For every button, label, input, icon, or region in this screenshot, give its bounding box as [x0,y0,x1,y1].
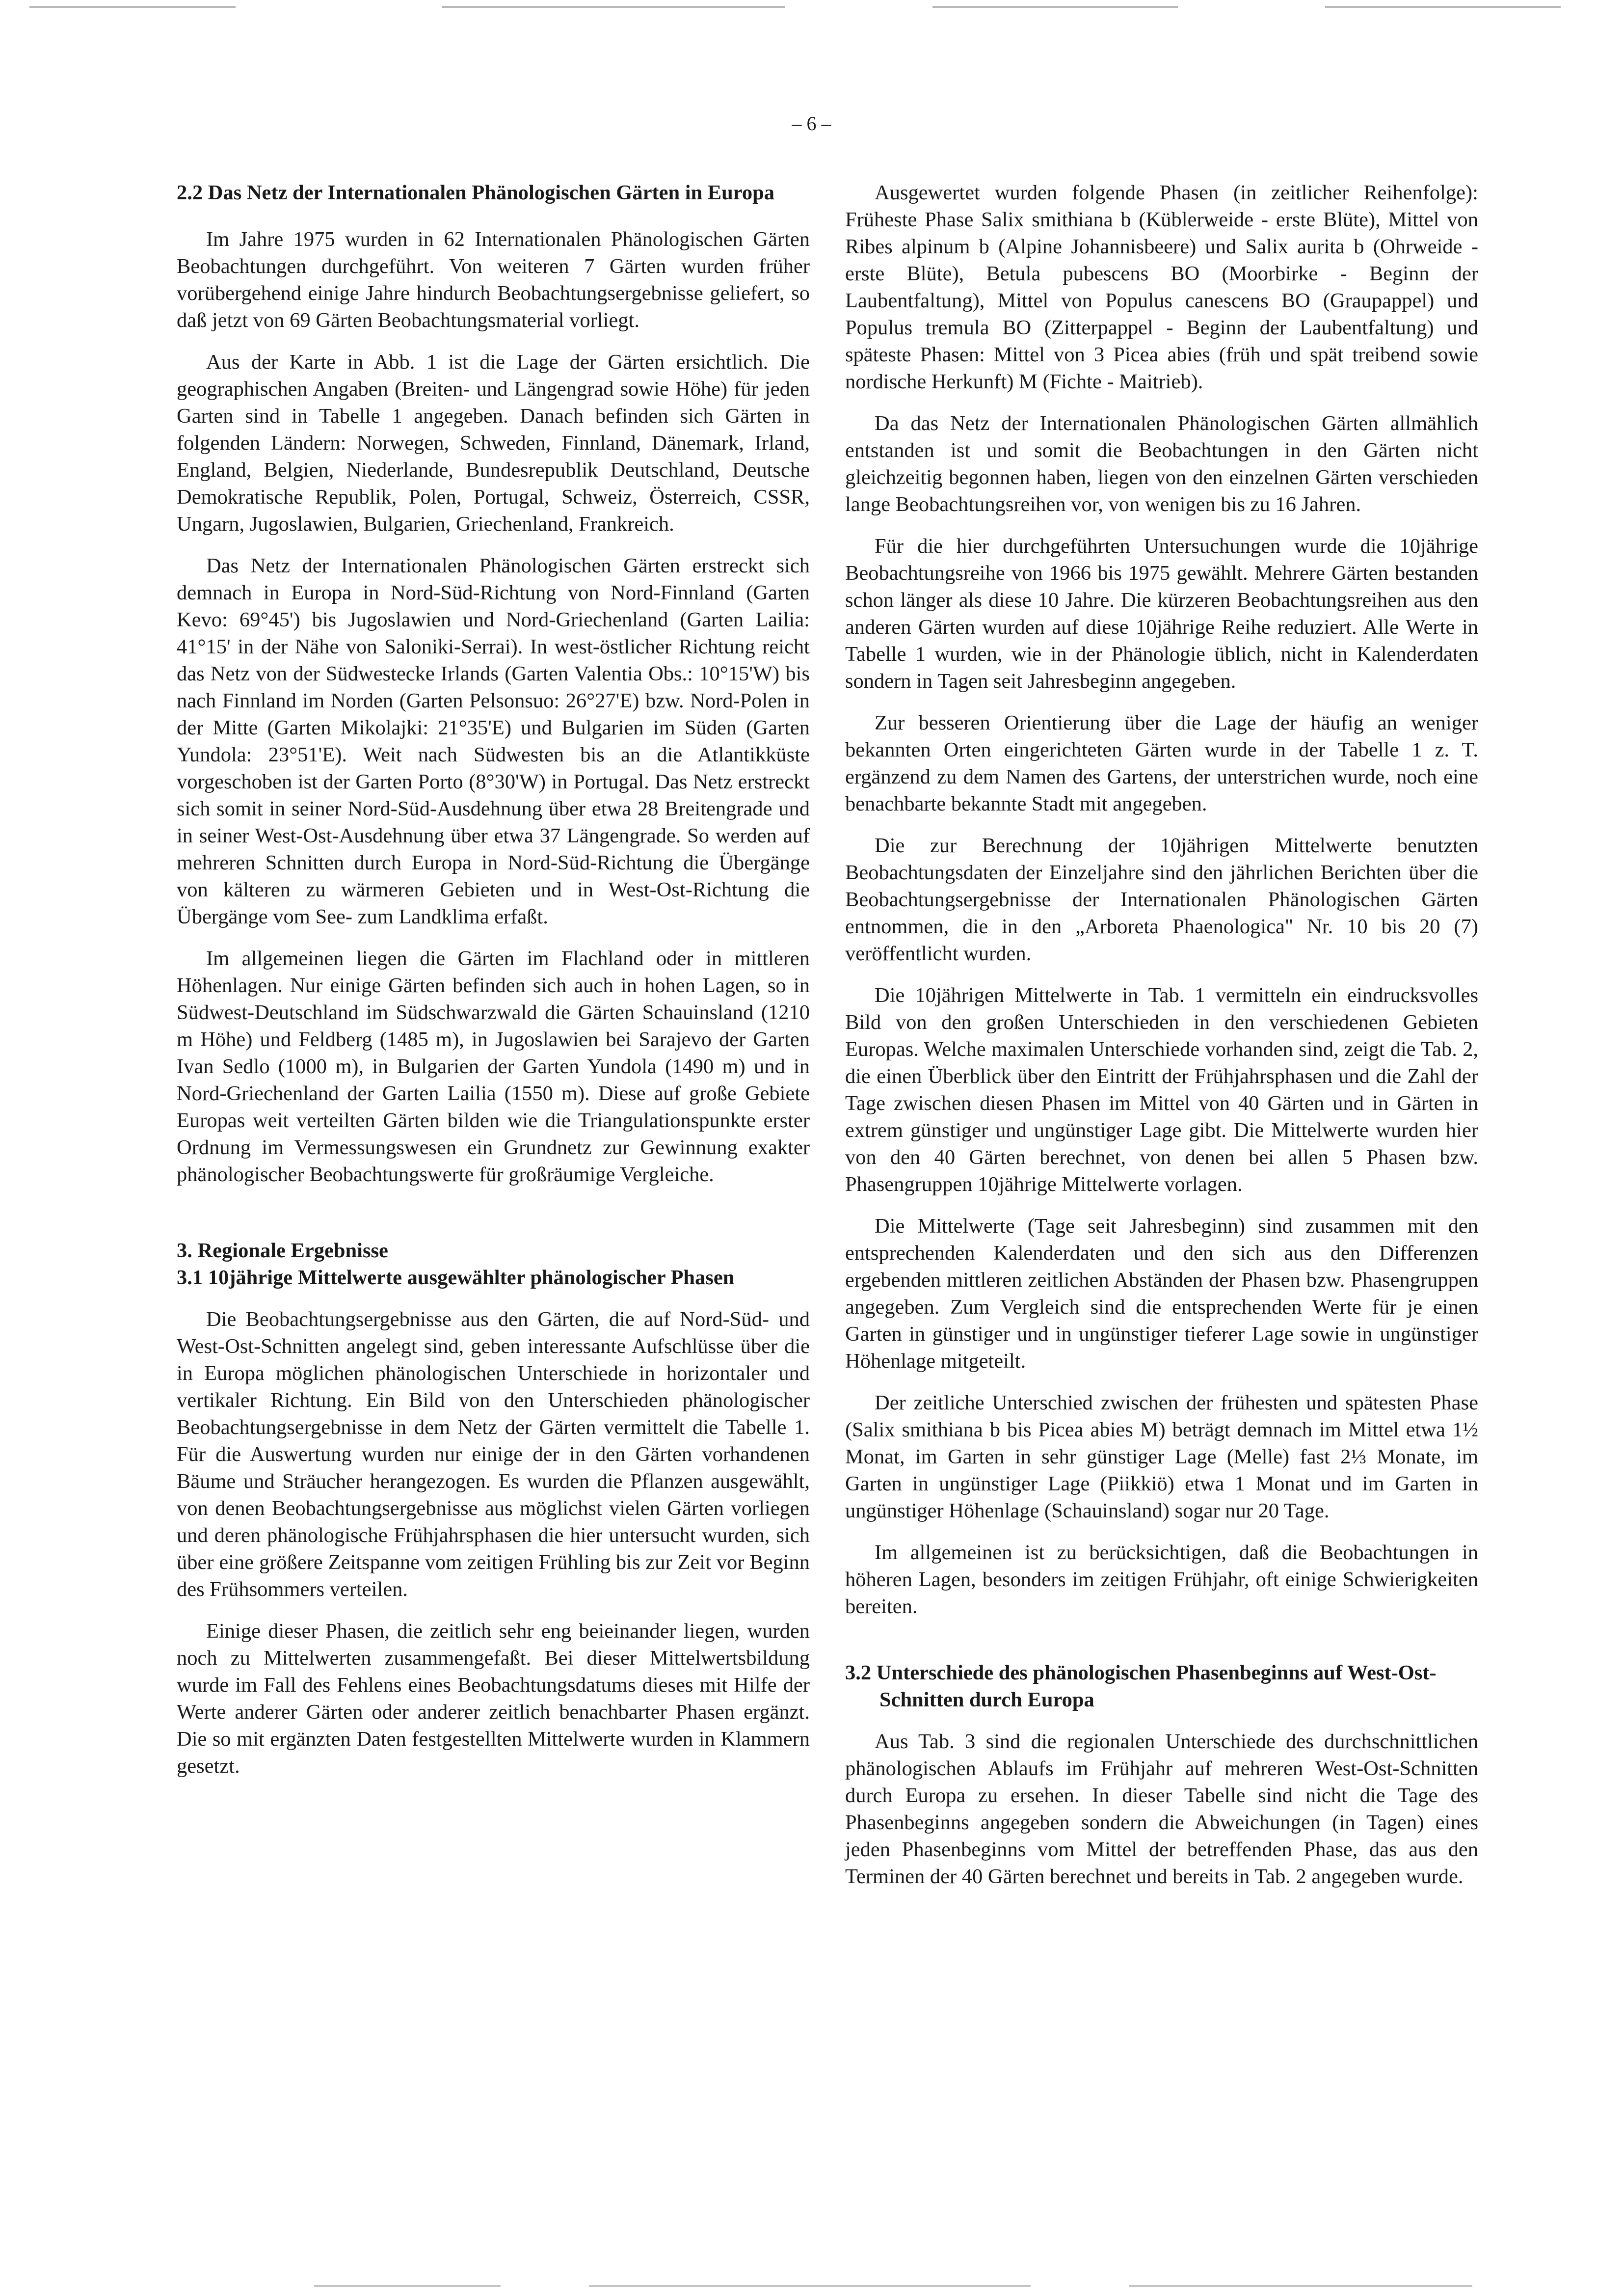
paragraph: Die Mittelwerte (Tage seit Jahresbeginn) sind zusammen mit den entsprechenden Kalenderdaten und den sich aus den Differenzen ergebenden mittleren zeitlichen Abständen der Phasen bzw. Phasengruppen angegeben. Zum Vergleich sind die entsprechenden Werte für je einen Garten in günstiger und in ungünstiger tieferer Lage sowie in ungünstiger Höhenlage mitgeteilt. [845,1215,1478,1373]
paragraph: Im allgemeinen ist zu berücksichtigen, daß die Beobachtungen in höheren Lagen, besonders im zeitigen Frühjahr, oft einige Schwierigkeiten bereiten. [845,1541,1478,1618]
scan-artifact-bottom [314,2285,501,2287]
paragraph: Die zur Berechnung der 10jährigen Mittelwerte benutzten Beobachtungsdaten der Einzeljahre sind den jährlichen Berichten über die Beobachtungsergebnisse der Internationalen Phänologischen Gärten entnommen, die in den „Arboreta Phaenologica" Nr. 10 bis 20 (7) veröffentlicht wurden. [845,834,1478,965]
paragraph: Die Beobachtungsergebnisse aus den Gärten, die auf Nord-Süd- und West-Ost-Schnitten angelegt sind, geben interessante Aufschlüsse über die in Europa möglichen phänologischen Unterschiede in horizontaler und vertikaler Richtung. Ein Bild von den Unterschieden phänologischer Beobachtungsergebnisse in dem Netz der Gärten vermittelt die Tabelle 1. Für die Auswertung wurden nur einige der in den Gärten vorhandenen Bäume und Sträucher herangezogen. Es wurden die Pflanzen ausgewählt, von denen Beobachtungsergebnisse aus möglichst vielen Gärten vorliegen und deren phänologische Frühjahrsphasen die hier untersucht wurden, sich über eine größere Zeitspanne vom zeitigen Frühling bis zur Zeit vor Beginn des Frühsommers verteilen. [177,1308,810,1601]
section-3-1-heading: 3.1 10jährige Mittelwerte ausgewählter phänologischer Phasen [177,1266,735,1289]
scan-artifact-top [29,6,236,8]
paragraph: Für die hier durchgeführten Untersuchungen wurde die 10jährige Beobachtungsreihe von 1966 bis 1975 gewählt. Mehrere Gärten bestanden schon länger als diese 10 Jahre. Die kürzeren Beobachtungsreihen aus den anderen Gärten wurden auf diese 10jährige Reihe reduziert. Alle Werte in Tabelle 1 wurden, wie in der Phänologie üblich, nicht in Kalenderdaten sondern in Tagen seit Jahresbeginn angegeben. [845,535,1478,693]
scan-artifact-bottom [1129,2285,1472,2287]
paragraph: Die 10jährigen Mittelwerte in Tab. 1 vermitteln ein eindrucksvolles Bild von den großen Unterschieden in den verschiedenen Gebieten Europas. Welche maximalen Unterschiede vorhanden sind, zeigt die Tab. 2, die einen Überblick über den Eintritt der Frühjahrsphasen und die Zahl der Tage zwischen diesen Phasen im Mittel von 40 Gärten und in Gärten in extrem günstiger und ungünstiger Lage gibt. Die Mittelwerte wurden hier von den 40 Gärten berechnet, von denen bei allen 5 Phasen bzw. Phasengruppen 10jährige Mittelwerte vorlagen. [845,984,1478,1196]
scan-artifact-bottom [589,2285,1031,2287]
paragraph: Ausgewertet wurden folgende Phasen (in zeitlicher Reihenfolge): Früheste Phase Salix smithiana b (Küblerweide - erste Blüte), Mittel von Ribes alpinum b (Alpine Johannisbeere) und Salix aurita b (Ohrweide - erste Blüte), Betula pubescens BO (Moorbirke - Beginn der Laubentfaltung), Mittel von Populus canescens BO (Graupappel) und Populus tremula BO (Zitterpappel - Beginn der Laubentfaltung) und späteste Phasen: Mittel von 3 Picea abies (früh und spät treibend sowie nordische Herkunft) M (Fichte - Maitrieb). [845,181,1478,393]
section-3-heading: 3. Regionale Ergebnisse [177,1239,388,1262]
paragraph: Aus der Karte in Abb. 1 ist die Lage der Gärten ersichtlich. Die geographischen Angaben (Breiten- und Längengrad sowie Höhe) für jeden Garten sind in Tabelle 1 angegeben. Danach befinden sich Gärten in folgenden Ländern: Norwegen, Schweden, Finnland, Dänemark, Irland, England, Belgien, Niederlande, Bundesrepublik Deutschland, Deutsche Demokratische Republik, Polen, Portugal, Schweiz, Österreich, CSSR, Ungarn, Jugoslawien, Bulgarien, Griechenland, Frankreich. [177,351,810,536]
paragraph: Das Netz der Internationalen Phänologischen Gärten erstreckt sich demnach in Europa in Nord-Süd-Richtung von Nord-Finnland (Garten Kevo: 69°45') bis Jugoslawien und Nord-Griechenland (Garten Lailia: 41°15' in der Nähe von Saloniki-Serrai). In west-östlicher Richtung reicht das Netz von der Südwestecke Irlands (Garten Valentia Obs.: 10°15'W) bis nach Finnland im Norden (Garten Pelsonsuo: 26°27'E) bzw. Nord-Polen in der Mitte (Garten Mikolajki: 21°35'E) und Bulgarien im Süden (Garten Yundola: 23°51'E). Weit nach Südwesten bis an die Atlantikküste vorgeschoben ist der Garten Porto (8°30'W) in Portugal. Das Netz erstreckt sich somit in seiner Nord-Süd-Ausdehnung über etwa 28 Breitengrade und in seiner West-Ost-Ausdehnung über etwa 37 Längengrade. So werden auf mehreren Schnitten durch Europa in Nord-Süd-Richtung die Übergänge von kälteren zu wärmeren Gebieten und in West-Ost-Richtung die Übergänge vom See- zum Landklima erfaßt. [177,554,810,928]
paragraph: Einige dieser Phasen, die zeitlich sehr eng beieinander liegen, wurden noch zu Mittelwerten zusammengefaßt. Bei dieser Mittelwertsbildung wurde im Fall des Fehlens eines Beobachtungsdatums dieses mit Hilfe der Werte anderer Gärten oder anderer zeitlich benachbarter Phasen ergänzt. Die so mit ergänzten Daten festgestellten Mittelwerte wurden in Klammern gesetzt. [177,1620,810,1778]
paragraph: Der zeitliche Unterschied zwischen der frühesten und spätesten Phase (Salix smithiana b bis Picea abies M) beträgt demnach im Mittel etwa 1½ Monat, im Garten in sehr günstiger Lage (Melle) fast 2⅓ Monate, im Garten in ungünstiger Lage (Piikkiö) etwa 1 Monat und im Garten in ungünstiger Höhenlage (Schauinsland) sogar nur 20 Tage. [845,1391,1478,1522]
paragraph: Aus Tab. 3 sind die regionalen Unterschiede des durchschnittlichen phänologischen Ablaufs im Frühjahr auf mehreren West-Ost-Schnitten durch Europa zu ersehen. In dieser Tabelle sind nicht die Tage des Phasenbeginns angegeben sondern die Abweichungen (in Tagen) eines jeden Phasenbeginns vom Mittel der betreffenden Phase, das aus den Terminen der 40 Gärten berechnet und bereits in Tab. 2 angegeben wurde. [845,1730,1478,1888]
page-number: – 6 – [792,112,831,135]
paragraph: Zur besseren Orientierung über die Lage der häufig an weniger bekannten Orten eingerichteten Gärten wurde in der Tabelle 1 z. T. ergänzend zu dem Namen des Gartens, der unterstrichen wurde, noch eine benachbarte bekannte Stadt mit angegeben. [845,711,1478,815]
scan-artifact-top [442,6,785,8]
scan-artifact-top [1325,6,1561,8]
paragraph: Da das Netz der Internationalen Phänologischen Gärten allmählich entstanden ist und somit die Beobachtungen in den Gärten nicht gleichzeitig begonnen haben, liegen von den einzelnen Gärten verschieden lange Beobachtungsreihen vor, von wenigen bis zu 16 Jahren. [845,412,1478,516]
left-column [177,179,810,1794]
paragraph: Im Jahre 1975 wurden in 62 Internationalen Phänologischen Gärten Beobachtungen durchgeführt. Von weiteren 7 Gärten wurden früher vorübergehend einige Jahre hindurch Beobachtungsergebnisse geliefert, so daß jetzt von 69 Gärten Beobachtungsmaterial vorliegt. [177,228,810,332]
section-3-2-heading: 3.2 Unterschiede des phänologischen Phasenbeginns auf West-Ost-Schnitten durch Europa [845,1661,1437,1711]
paragraph: Im allgemeinen liegen die Gärten im Flachland oder in mittleren Höhenlagen. Nur einige Gärten befinden sich auch in hohen Lagen, so in Südwest-Deutschland im Südschwarzwald die Gärten Schauinsland (1210 m Höhe) und Feldberg (1485 m), in Jugoslawien bei Sarajevo der Garten Ivan Sedlo (1000 m), in Bulgarien der Garten Yundola (1490 m) und in Nord-Griechenland der Garten Lailia (1550 m). Diese auf große Gebiete Europas weit verteilten Gärten bilden wie die Triangulationspunkte erster Ordnung im Vermessungswesen ein Grundnetz zur Gewinnung exakter phänologischer Beobachtungswerte für großräumige Vergleiche. [177,947,810,1186]
right-column [845,179,1478,1905]
section-2-2-heading: 2.2 Das Netz der Internationalen Phänologischen Gärten in Europa [177,181,774,204]
scan-artifact-top [932,6,1178,8]
